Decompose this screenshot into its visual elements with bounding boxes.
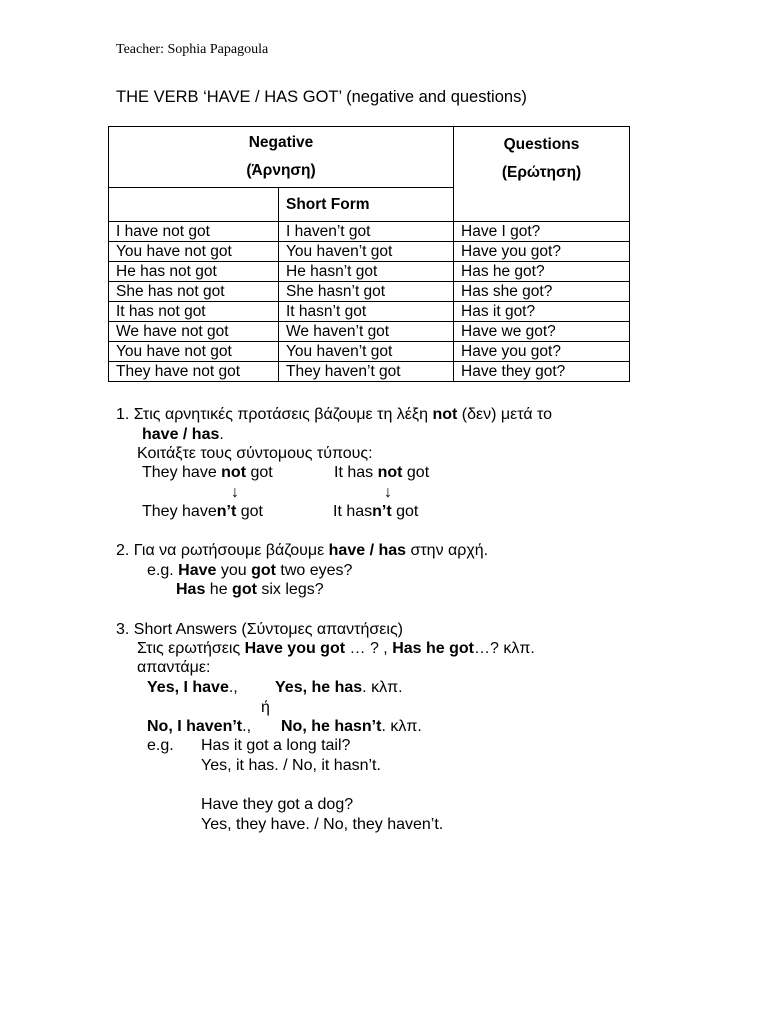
table-row (109, 222, 630, 242)
ex1-a: They have (142, 464, 222, 481)
rule-1-have-has: have / has (142, 426, 220, 443)
rule-2-number: 2. (116, 542, 130, 559)
rule-1-number: 1. (116, 406, 130, 423)
rule-1-example-4 (333, 502, 418, 522)
r2-ex1-end: two eyes? (275, 562, 353, 579)
question-cell: Has she got? (454, 282, 630, 302)
rule-3-yes-1 (147, 678, 238, 698)
rule-3-heading (116, 620, 403, 640)
ex3-a: They have (142, 503, 217, 520)
ex2-b: got (402, 464, 430, 481)
r2-ex1-b1: Have (178, 562, 217, 579)
table-row (109, 262, 630, 282)
r3-no1: No, I haven’t (147, 718, 243, 735)
rule-3-answer-2: Yes, they have. / No, they haven’t. (201, 816, 444, 833)
negative-cell: You have not got (109, 242, 279, 262)
rule-1-bold-not: not (432, 406, 458, 423)
rule-3-no-1 (147, 717, 251, 737)
r2-ex2-b2: got (232, 581, 257, 598)
table-row (109, 302, 630, 322)
ex4-a: It has (333, 503, 373, 520)
r2-ex1-mid: you (216, 562, 252, 579)
ex1-b: got (246, 464, 273, 481)
negative-cell: She has not got (109, 282, 279, 302)
table-row (109, 242, 630, 262)
rule-1-example-3 (142, 502, 263, 522)
rule-3-question-2: Have they got a dog? (201, 796, 354, 813)
r3-l2-end: …? κλπ. (473, 640, 535, 657)
r2-ex2-mid: he (205, 581, 233, 598)
negative-header-greek: (Άρνηση) (246, 162, 316, 179)
questions-header-cell (454, 127, 630, 222)
question-cell: Have we got? (454, 322, 630, 342)
rule-2-example-2 (176, 580, 324, 600)
ex4-b: got (391, 503, 419, 520)
rule-2-text-a: Για να ρωτήσουμε βάζουμε (133, 542, 329, 559)
table-row (109, 342, 630, 362)
ex1-bold: not (221, 464, 247, 481)
r2-ex2-end: six legs? (256, 581, 324, 598)
short-form-cell: I haven’t got (279, 222, 454, 242)
r3-l2-a: Στις ερωτήσεις (137, 640, 245, 657)
ex2-bold: not (377, 464, 403, 481)
rule-3-or: ή (261, 699, 270, 716)
rule-3-answer-1: Yes, it has. / No, it hasn’t. (201, 757, 381, 774)
r3-yes1-end: ., (228, 679, 238, 696)
short-form-cell: He hasn’t got (279, 262, 454, 282)
question-cell: Have you got? (454, 342, 630, 362)
question-cell: Have I got? (454, 222, 630, 242)
rule-3-line-2 (137, 639, 535, 659)
rule-1-text-b: (δεν) μετά το (457, 406, 553, 423)
rule-2-line-1 (116, 541, 488, 561)
r3-no1-end: ., (242, 718, 252, 735)
r3-yes2: Yes, he has (275, 679, 363, 696)
r3-l2-b1: Have you got (244, 640, 346, 657)
rule-1-line-2 (142, 425, 224, 445)
r3-l2-b2: Has he got (392, 640, 474, 657)
verb-table (108, 126, 630, 382)
question-cell: Has it got? (454, 302, 630, 322)
r3-yes1: Yes, I have (147, 679, 229, 696)
table-row (109, 362, 630, 382)
table-row (109, 282, 630, 302)
rule-1-period: . (219, 426, 224, 443)
r2-ex2-b1: Has (176, 581, 206, 598)
r3-no2-end: . κλπ. (381, 718, 422, 735)
rule-2-eg: e.g. (147, 562, 179, 579)
questions-header: Questions (503, 136, 580, 153)
rule-3-question-1: Has it got a long tail? (201, 737, 351, 754)
short-form-cell: It hasn’t got (279, 302, 454, 322)
r3-no2: No, he hasn’t (281, 718, 382, 735)
short-form-cell: They haven’t got (279, 362, 454, 382)
rule-1-look: Κοιτάξτε τους σύντομους τύπους: (137, 445, 373, 462)
negative-cell: You have not got (109, 342, 279, 362)
question-cell: Have they got? (454, 362, 630, 382)
short-form-cell: She hasn’t got (279, 282, 454, 302)
rule-1-example-1 (142, 463, 273, 483)
negative-cell: It has not got (109, 302, 279, 322)
ex4-bold: n’t (372, 503, 392, 520)
question-cell: Have you got? (454, 242, 630, 262)
question-cell: Has he got? (454, 262, 630, 282)
empty-header-cell (109, 188, 279, 222)
negative-cell: They have not got (109, 362, 279, 382)
short-form-header: Short Form (279, 188, 454, 222)
r3-yes2-end: . κλπ. (362, 679, 403, 696)
page-title: THE VERB ‘HAVE / HAS GOT’ (negative and questions) (116, 88, 527, 106)
negative-cell: We have not got (109, 322, 279, 342)
arrow-down-icon: ↓ (231, 484, 239, 501)
negative-header: Negative (248, 134, 314, 151)
arrow-down-icon: ↓ (384, 484, 392, 501)
ex3-b: got (236, 503, 263, 520)
rule-1-line-1 (116, 405, 552, 425)
rule-3-eg: e.g. (147, 737, 174, 754)
rule-3-line-3: απαντάμε: (137, 659, 211, 676)
rule-3-yes-2 (275, 678, 403, 698)
rule-1-example-2 (334, 463, 429, 483)
rule-2-text-b: στην αρχή. (406, 542, 489, 559)
r2-ex1-b2: got (251, 562, 276, 579)
rule-3-heading-text: Short Answers (Σύντομες απαντήσεις) (133, 621, 403, 638)
ex3-bold: n’t (216, 503, 237, 520)
short-form-cell: We haven’t got (279, 322, 454, 342)
negative-cell: He has not got (109, 262, 279, 282)
rule-2-example-1 (147, 561, 352, 581)
negative-header-cell (109, 127, 454, 188)
rule-3-number: 3. (116, 621, 130, 638)
ex2-a: It has (334, 464, 378, 481)
short-form-cell: You haven’t got (279, 342, 454, 362)
rule-1-text: Στις αρνητικές προτάσεις βάζουμε τη λέξη (133, 406, 433, 423)
teacher-name: Teacher: Sophia Papagoula (116, 42, 269, 57)
table-row (109, 322, 630, 342)
negative-cell: I have not got (109, 222, 279, 242)
rule-3-no-2 (281, 717, 422, 737)
r3-l2-mid: … ? , (345, 640, 393, 657)
short-form-cell: You haven’t got (279, 242, 454, 262)
questions-header-greek: (Ερώτηση) (501, 164, 582, 181)
rule-2-bold: have / has (328, 542, 407, 559)
